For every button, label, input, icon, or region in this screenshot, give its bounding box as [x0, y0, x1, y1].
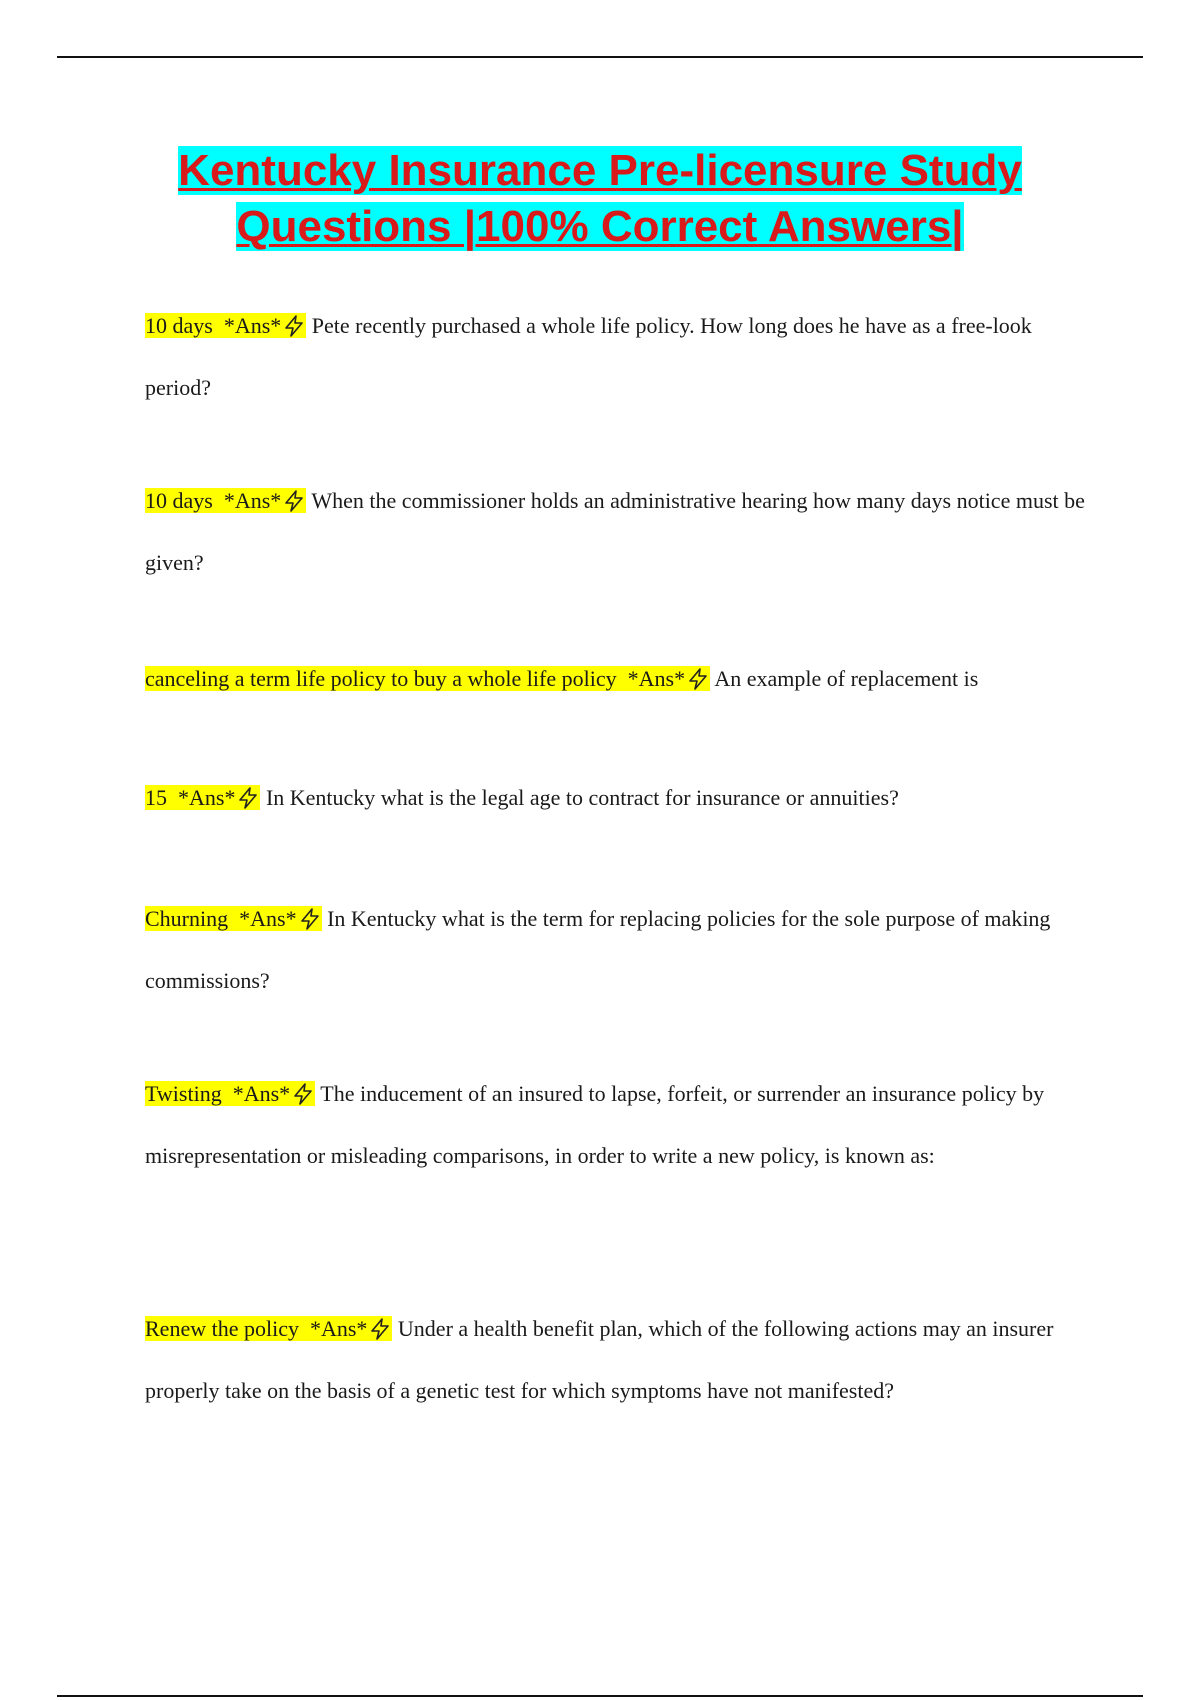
answer-marker: *Ans*: [178, 785, 236, 810]
lightning-bolt-icon: [298, 907, 322, 931]
answer-text: 10 days: [145, 313, 213, 338]
question-text: The inducement of an insured to lapse, forfeit, or surrender an insurance policy by misrepresentation or misleading comparisons, in order to write a new policy, is known as:: [145, 1081, 1045, 1168]
lightning-bolt-icon: [291, 1082, 315, 1106]
answer-highlight: [145, 906, 322, 931]
answer-highlight: [145, 313, 306, 338]
answer-marker: *Ans*: [309, 1316, 368, 1341]
qa-item: [145, 470, 1085, 594]
answer-marker: *Ans*: [223, 488, 282, 513]
answer-highlight: [145, 1081, 315, 1106]
answer-marker: *Ans*: [627, 666, 686, 691]
answer-marker: *Ans*: [223, 313, 282, 338]
question-text: In Kentucky what is the legal age to contract for insurance or annuities?: [265, 785, 899, 810]
answer-highlight: [145, 785, 260, 810]
answer-highlight: [145, 666, 710, 691]
answer-text: Renew the policy: [145, 1316, 299, 1341]
document-title: Kentucky Insurance Pre-licensure Study Questions |100% Correct Answers|: [178, 146, 1022, 251]
qa-item: [145, 648, 1085, 710]
question-text: An example of replacement is: [714, 666, 979, 691]
answer-highlight: [145, 1316, 392, 1341]
lightning-bolt-icon: [686, 667, 710, 691]
qa-item: [145, 295, 1085, 419]
qa-item: [145, 1063, 1085, 1187]
top-rule: [57, 56, 1143, 58]
bottom-rule: [57, 1695, 1143, 1697]
answer-text: 15: [145, 785, 167, 810]
question-text: In Kentucky what is the term for replacing policies for the sole purpose of making commissions?: [145, 906, 1051, 993]
question-text: Pete recently purchased a whole life policy. How long does he have as a free-look period?: [145, 313, 1032, 400]
lightning-bolt-icon: [282, 489, 306, 513]
lightning-bolt-icon: [282, 314, 306, 338]
qa-item: [145, 888, 1085, 1012]
answer-text: 10 days: [145, 488, 213, 513]
qa-item: [145, 1298, 1085, 1422]
qa-item: [145, 767, 1085, 829]
answer-text: Churning: [145, 906, 229, 931]
title-block: [120, 143, 1080, 255]
answer-text: Twisting: [145, 1081, 222, 1106]
answer-marker: *Ans*: [239, 906, 297, 931]
question-text: Under a health benefit plan, which of the following actions may an insurer properly take on the basis of a genetic test for which symptoms have not manifested?: [145, 1316, 1054, 1403]
question-text: When the commissioner holds an administrative hearing how many days notice must be given?: [145, 488, 1085, 575]
lightning-bolt-icon: [236, 786, 260, 810]
answer-marker: *Ans*: [232, 1081, 291, 1106]
answer-highlight: [145, 488, 306, 513]
lightning-bolt-icon: [368, 1317, 392, 1341]
answer-text: canceling a term life policy to buy a whole life policy: [145, 666, 617, 691]
